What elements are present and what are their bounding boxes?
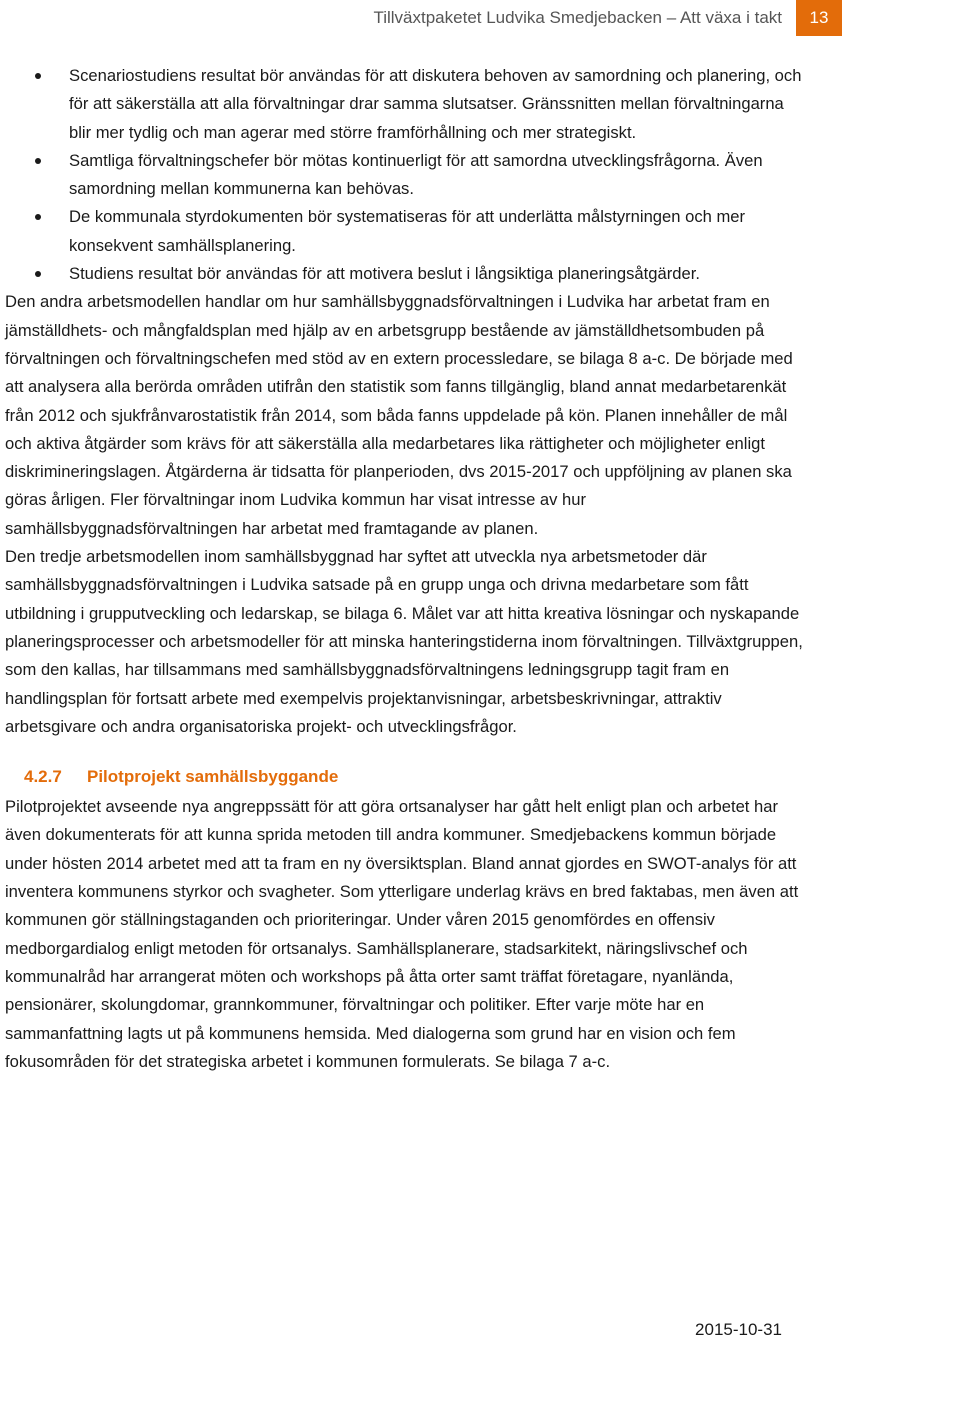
paragraph-second-model: Den andra arbetsmodellen handlar om hur samhällsbyggnadsförvaltningen i Ludvika har arbetat fram en jämställdhets- och mångfaldsplan med hjälp av en arbetsgrupp bestående av jämställdhetsombuden på förvaltningen och förvaltningschefen med stöd av en extern processledare, se bilaga 8 a-c. De började med att analysera alla berörda områden utifrån den statistik som fanns tillgänglig, bland annat medarbetarenkät från 2012 och sjukfrånvarostatistik från 2014, som båda fanns uppdelade på kön. Planen innehåller de mål och aktiva åtgärder som krävs för att säkerställa alla medarbetares lika rättigheter och möjligheter enligt diskrimineringslagen. Åtgärderna är tidsatta för planperioden, dvs 2015-2017 och uppföljning av planen ska göras årligen. Fler förvaltningar inom Ludvika kommun har visat intresse av hur samhällsbyggnadsförvaltningen har arbetat med framtagande av planen.	[5, 292, 793, 538]
page-header	[0, 0, 960, 36]
list-item-text: De kommunala styrdokumenten bör systematiseras för att underlätta målstyrningen och mer konsekvent samhällsplanering.	[69, 207, 746, 255]
bullet-icon	[35, 271, 41, 277]
bullet-icon	[35, 73, 41, 79]
section-title: Pilotprojekt samhällsbyggande	[87, 767, 339, 787]
footer-date: 2015-10-31	[695, 1320, 782, 1339]
list-item	[5, 147, 805, 204]
section-number: 4.2.7	[24, 767, 62, 787]
list-item	[5, 62, 805, 147]
recommendation-list	[5, 62, 805, 288]
list-item	[5, 260, 805, 288]
list-item	[5, 203, 805, 260]
bullet-icon	[35, 158, 41, 164]
page-content	[5, 62, 805, 1076]
list-item-text: Samtliga förvaltningschefer bör mötas kontinuerligt för att samordna utvecklingsfrågorna. Även samordning mellan kommunerna kan behövas.	[69, 150, 763, 199]
paragraph-pilot-project: Pilotprojektet avseende nya angreppssätt för att göra ortsanalyser har gått helt enligt plan och arbetet har även dokumenterats för att kunna sprida metoden till andra kommuner. Smedjebackens kommun började under hösten 2014 arbetet med att ta fram en ny översiktsplan. Bland annat gjordes en SWOT-analys för att inventera kommunens styrkor och svagheter. Som ytterligare underlag krävs en bred faktabas, men även att kommunen gör ställningstaganden och prioriteringar. Under våren 2015 genomfördes en offensiv medborgardialog enligt metoden för ortsanalys. Samhällsplanerare, stadsarkitekt, näringslivschef och kommunalråd har arrangerat möten och workshops på åtta orter samt träffat företagare, nyanlända, pensionärer, skolungdomar, grannkommuner, förvaltningar och politiker. Efter varje möte har en sammanfattning lagts ut på kommunens hemsida. Med dialogerna som grund har en vision och fem fokusområden för det strategiska arbetet i kommunen formulerats. Se bilaga 7 a-c.	[5, 797, 799, 1071]
page-number-badge: 13	[796, 0, 842, 36]
list-item-text: Studiens resultat bör användas för att motivera beslut i långsiktiga planeringsåtgärder.	[69, 264, 700, 284]
bullet-icon	[35, 214, 41, 220]
section-heading	[5, 765, 805, 789]
list-item-text: Scenariostudiens resultat bör användas för att diskutera behoven av samordning och planering, och för att säkerställa att alla förvaltningar drar samma slutsatser. Gränssnitten mellan förvaltningarna blir mer tydlig och man agerar med större framförhållning och mer strategiskt.	[69, 66, 802, 142]
document-title: Tillväxtpaketet Ludvika Smedjebacken – Att växa i takt	[373, 8, 782, 27]
paragraph-third-model: Den tredje arbetsmodellen inom samhällsbyggnad har syftet att utveckla nya arbetsmetoder där samhällsbyggnadsförvaltningen i Ludvika satsade på en grupp unga och drivna medarbetare som fått utbildning i grupputveckling och ledarskap, se bilaga 6. Målet var att hitta kreativa lösningar och nyskapande planeringsprocesser och arbetsmodeller för att minska hanteringstiderna inom förvaltningen. Tillväxtgruppen, som den kallas, har tillsammans med samhällsbyggnadsförvaltningens ledningsgrupp tagit fram en handlingsplan för fortsatt arbete med exempelvis projektanvisningar, arbetsbeskrivningar, attraktiv arbetsgivare och andra organisatoriska projekt- och utvecklingsfrågor.	[5, 547, 803, 736]
